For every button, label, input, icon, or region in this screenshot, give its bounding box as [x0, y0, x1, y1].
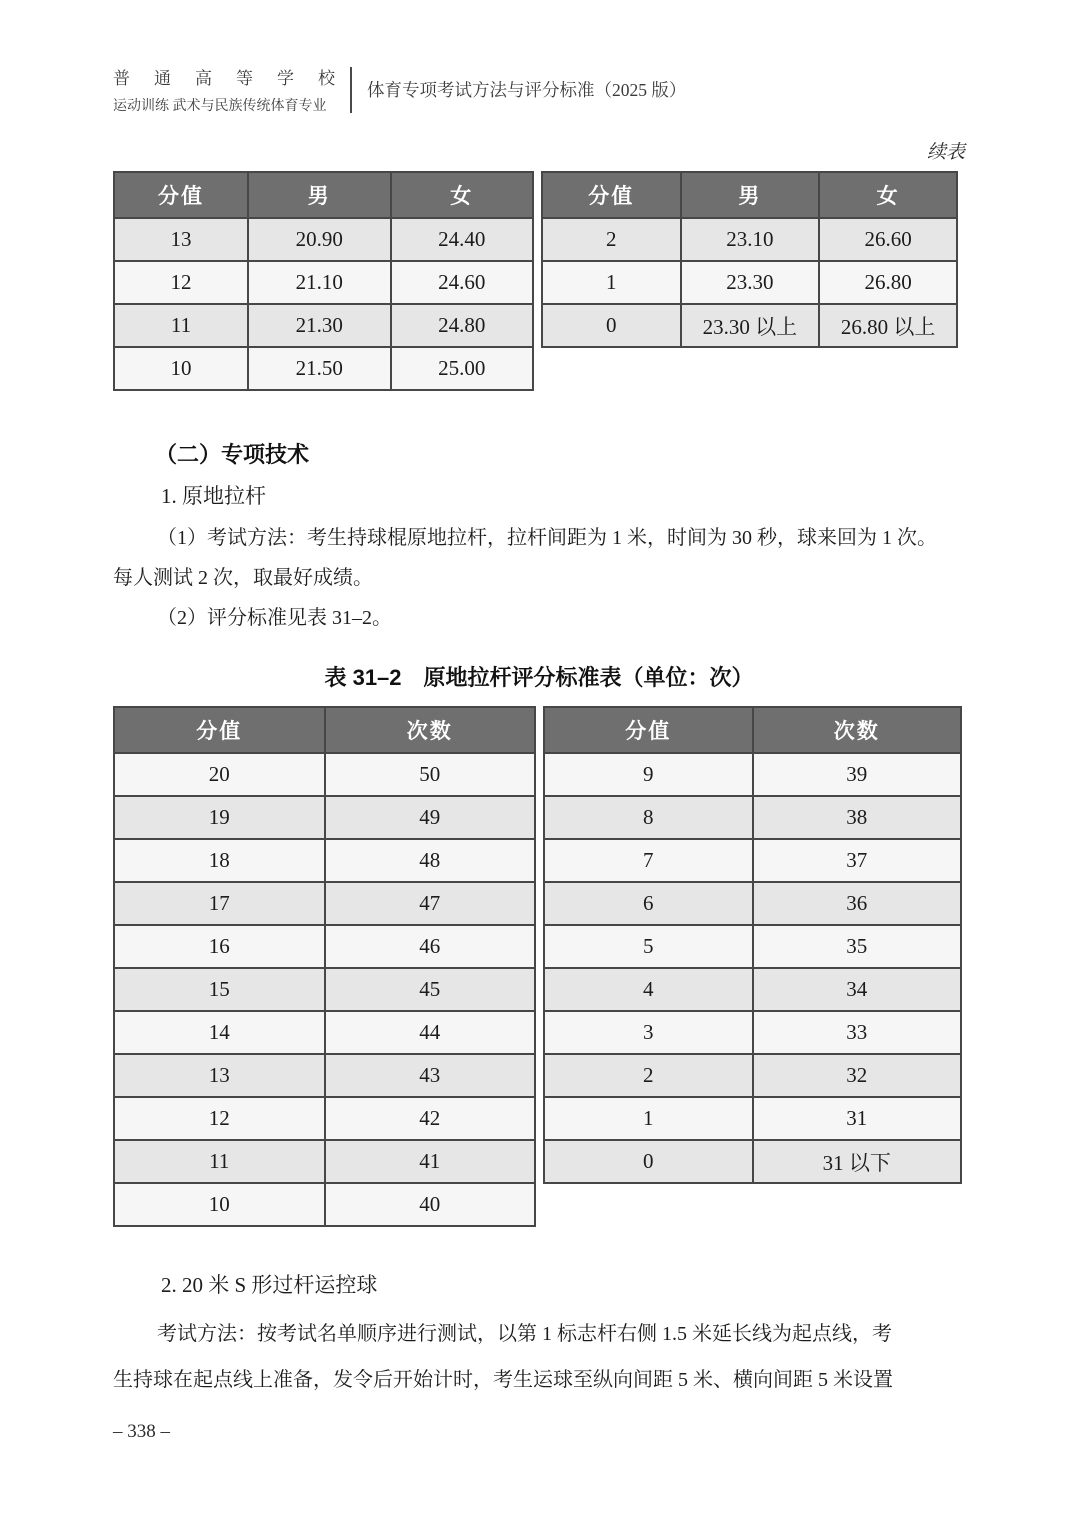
page-number: – 338 –: [113, 1421, 170, 1442]
table-row: [544, 1140, 961, 1183]
table-row: [544, 796, 961, 839]
table-cell: 43: [325, 1054, 536, 1097]
column-header: 次数: [325, 707, 536, 753]
table-cell: 23.10: [681, 218, 820, 261]
table-cell: 26.60: [819, 218, 957, 261]
table-cell: 2: [544, 1054, 753, 1097]
table-row: [114, 839, 535, 882]
column-header: 女: [391, 172, 533, 218]
continued-tables-row: [113, 171, 965, 391]
table-row: [114, 882, 535, 925]
table-cell: 23.30: [681, 261, 820, 304]
table-cell: 20.90: [248, 218, 390, 261]
header-row: [542, 172, 957, 218]
page-content: [113, 0, 965, 1443]
table-row: [114, 1011, 535, 1054]
table-cell: 23.30 以上: [681, 304, 820, 347]
table-cell: 20: [114, 753, 325, 796]
table-row: [114, 925, 535, 968]
header-row: [544, 707, 961, 753]
paragraph-line: 每人测试 2 次，取最好成绩。: [113, 567, 373, 589]
table-31-2-row: [113, 706, 965, 1227]
table-cell: 10: [114, 1183, 325, 1226]
table-row: [544, 839, 961, 882]
running-head: [113, 0, 965, 115]
exam-method-paragraph: [113, 518, 965, 638]
table-cell: 24.40: [391, 218, 533, 261]
table-cell: 7: [544, 839, 753, 882]
column-header: 分值: [114, 707, 325, 753]
table-cell: 37: [753, 839, 962, 882]
table-row: [544, 1011, 961, 1054]
table-cell: 48: [325, 839, 536, 882]
pull-score-table-right: [543, 706, 962, 1184]
table-row: [544, 1054, 961, 1097]
table-cell: 36: [753, 882, 962, 925]
continued-score-table-left: [113, 171, 534, 391]
table-cell: 12: [114, 261, 248, 304]
table-cell: 2: [542, 218, 681, 261]
table-row: [114, 796, 535, 839]
table-cell: 14: [114, 1011, 325, 1054]
table-cell: 10: [114, 347, 248, 390]
table-cell: 35: [753, 925, 962, 968]
table-cell: 26.80 以上: [819, 304, 957, 347]
paragraph-line: 生持球在起点线上准备，发令后开始计时，考生运球至纵向间距 5 米、横向间距 5 米设置: [113, 1369, 893, 1391]
table-row: [114, 1183, 535, 1226]
table-cell: 6: [544, 882, 753, 925]
table-row: [114, 304, 533, 347]
item-2-title: 2. 20 米 S 形过杆运控球: [161, 1273, 378, 1297]
continued-score-table-right: [541, 171, 958, 348]
table-cell: 41: [325, 1140, 536, 1183]
book-title: 体育专项考试方法与评分标准（2025 版）: [367, 80, 687, 100]
table-cell: 13: [114, 218, 248, 261]
table-cell: 21.30: [248, 304, 390, 347]
column-header: 分值: [542, 172, 681, 218]
table-cell: 0: [542, 304, 681, 347]
table-cell: 11: [114, 1140, 325, 1183]
table-row: [544, 753, 961, 796]
column-header: 男: [248, 172, 390, 218]
table-cell: 24.80: [391, 304, 533, 347]
continued-table-label: 续表: [926, 142, 965, 163]
table-row: [114, 1054, 535, 1097]
school-name-line2: 运动训练 武术与民族传统体育专业: [113, 99, 327, 114]
table-cell: 21.10: [248, 261, 390, 304]
table-cell: 4: [544, 968, 753, 1011]
school-name-block: [113, 64, 337, 115]
table-cell: 5: [544, 925, 753, 968]
table-cell: 9: [544, 753, 753, 796]
table-row: [114, 261, 533, 304]
column-header: 分值: [114, 172, 248, 218]
table-cell: 40: [325, 1183, 536, 1226]
item-1-title: 1. 原地拉杆: [161, 484, 266, 508]
table-row: [114, 1140, 535, 1183]
column-header: 男: [681, 172, 820, 218]
table-cell: 15: [114, 968, 325, 1011]
table-cell: 33: [753, 1011, 962, 1054]
table-cell: 32: [753, 1054, 962, 1097]
table-cell: 46: [325, 925, 536, 968]
table-cell: 11: [114, 304, 248, 347]
table-row: [544, 1097, 961, 1140]
header-divider: [350, 67, 352, 113]
paragraph-line: 考试方法：按考试名单顺序进行测试，以第 1 标志杆右侧 1.5 米延长线为起点线，考: [157, 1323, 892, 1345]
table-row: [542, 304, 957, 347]
school-name-line1: 普通高等学校: [113, 69, 337, 88]
table-cell: 24.60: [391, 261, 533, 304]
table-row: [542, 261, 957, 304]
section-heading: （二）专项技术: [155, 442, 310, 467]
column-header: 分值: [544, 707, 753, 753]
table-cell: 1: [542, 261, 681, 304]
table-cell: 44: [325, 1011, 536, 1054]
table-cell: 31 以下: [753, 1140, 962, 1183]
table-cell: 1: [544, 1097, 753, 1140]
table-row: [114, 1097, 535, 1140]
table-cell: 34: [753, 968, 962, 1011]
table-cell: 39: [753, 753, 962, 796]
table-cell: 13: [114, 1054, 325, 1097]
table-31-2-caption: 表 31–2 原地拉杆评分标准表（单位：次）: [324, 665, 754, 690]
table-cell: 50: [325, 753, 536, 796]
table-row: [114, 218, 533, 261]
table-row: [114, 968, 535, 1011]
header-row: [114, 172, 533, 218]
table-cell: 38: [753, 796, 962, 839]
item-2-method-paragraph: [113, 1311, 965, 1403]
column-header: 女: [819, 172, 957, 218]
header-row: [114, 707, 535, 753]
table-row: [544, 925, 961, 968]
table-cell: 21.50: [248, 347, 390, 390]
table-cell: 42: [325, 1097, 536, 1140]
table-cell: 16: [114, 925, 325, 968]
table-cell: 0: [544, 1140, 753, 1183]
column-header: 次数: [753, 707, 962, 753]
table-cell: 25.00: [391, 347, 533, 390]
table-cell: 45: [325, 968, 536, 1011]
table-cell: 8: [544, 796, 753, 839]
table-row: [544, 882, 961, 925]
table-cell: 19: [114, 796, 325, 839]
table-row: [114, 753, 535, 796]
table-row: [542, 218, 957, 261]
table-row: [114, 347, 533, 390]
paragraph-line: （1）考试方法：考生持球棍原地拉杆，拉杆间距为 1 米，时间为 30 秒，球来回为 1 次。: [157, 527, 937, 549]
table-cell: 47: [325, 882, 536, 925]
table-row: [544, 968, 961, 1011]
pull-score-table-left: [113, 706, 536, 1227]
table-cell: 17: [114, 882, 325, 925]
table-cell: 49: [325, 796, 536, 839]
table-cell: 31: [753, 1097, 962, 1140]
table-cell: 18: [114, 839, 325, 882]
table-cell: 26.80: [819, 261, 957, 304]
table-cell: 12: [114, 1097, 325, 1140]
paragraph-line: （2）评分标准见表 31–2。: [157, 607, 392, 629]
table-cell: 3: [544, 1011, 753, 1054]
